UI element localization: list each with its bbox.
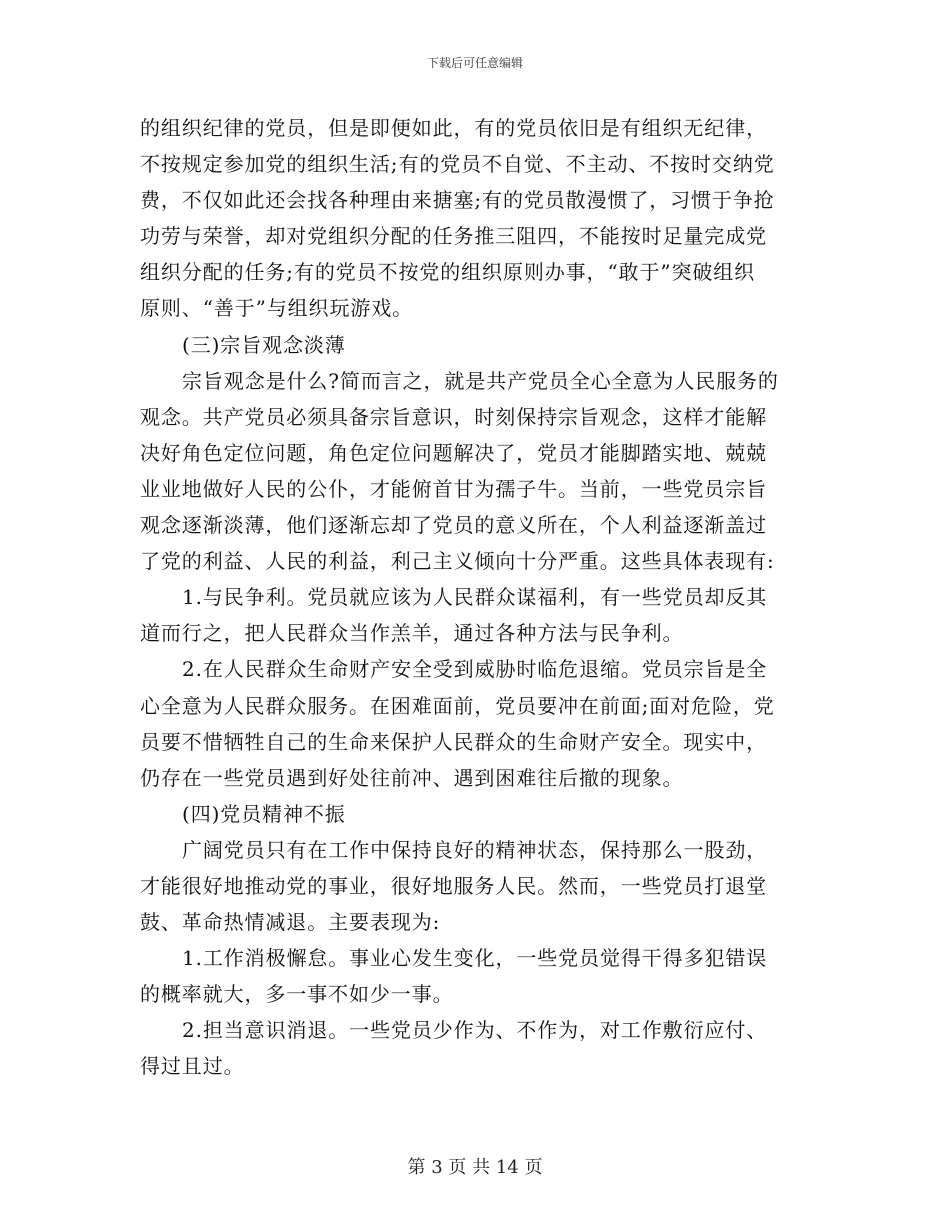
text-line: 业业地做好人民的公仆，才能俯首甘为孺子牛。当前，一些党员宗旨 — [140, 476, 767, 501]
document-body — [140, 110, 810, 1085]
text-line: (四)党员精神不振 — [182, 801, 346, 826]
text-line: 的组织纪律的党员，但是即便如此，有的党员依旧是有组织无纪律， — [140, 116, 767, 140]
text-line: 决好角色定位问题，角色定位问题解决了，党员才能脚踏实地、兢兢 — [140, 440, 767, 465]
text-line: 员要不惜牺牲自己的生命来保护人民群众的生命财产安全。现实中， — [140, 729, 767, 754]
text-line: 功劳与荣誉，却对党组织分配的任务推三阻四，不能按时足量完成党 — [140, 224, 767, 249]
text-line: 费，不仅如此还会找各种理由来搪塞;有的党员散漫惯了，习惯于争抢 — [140, 188, 775, 213]
page-footer: 第 3 页 共 14 页 — [407, 1157, 543, 1178]
page-header: 下载后可任意编辑 — [426, 56, 523, 70]
text-line: 原则、“善于”与组织玩游戏。 — [140, 296, 414, 321]
text-line: 广阔党员只有在工作中保持良好的精神状态，保持那么一股劲， — [182, 837, 768, 862]
text-line: 道而行之，把人民群众当作羔羊，通过各种方法与民争利。 — [140, 621, 684, 646]
text-line: 鼓、革命热情减退。主要表现为: — [140, 910, 441, 935]
text-line: 组织分配的任务;有的党员不按党的组织原则办事，“敢于”突破组织 — [140, 260, 756, 285]
text-line: 观念。共产党员必须具备宗旨意识，时刻保持宗旨观念，这样才能解 — [140, 404, 767, 429]
text-line: 心全意为人民群众服务。在困难面前，党员要冲在前面;面对危险，党 — [140, 693, 775, 718]
text-line: 宗旨观念是什么?简而言之，就是共产党员全心全意为人民服务的 — [182, 368, 779, 393]
text-line: 仍存在一些党员遇到好处往前冲、遇到困难往后撤的现象。 — [140, 765, 684, 790]
text-line: 2.在人民群众生命财产安全受到威胁时临危退缩。党员宗旨是全 — [182, 657, 768, 682]
text-line: 2.担当意识消退。一些党员少作为、不作为，对工作敷衍应付、 — [182, 1018, 768, 1043]
text-line: 1.工作消极懈怠。事业心发生变化，一些党员觉得干得多犯错误 — [182, 946, 768, 971]
text-line: 的概率就大，多一事不如少一事。 — [140, 982, 454, 1007]
text-line: (三)宗旨观念淡薄 — [182, 332, 346, 357]
text-line: 不按规定参加党的组织生活;有的党员不自觉、不主动、不按时交纳党 — [140, 152, 775, 177]
text-line: 了党的利益、人民的利益，利己主义倾向十分严重。这些具体表现有: — [140, 549, 775, 574]
text-line: 得过且过。 — [140, 1054, 245, 1079]
text-line: 才能很好地推动党的事业，很好地服务人民。然而，一些党员打退堂 — [140, 873, 767, 898]
text-line: 观念逐渐淡薄，他们逐渐忘却了党员的意义所在，个人利益逐渐盖过 — [140, 513, 767, 538]
text-line: 1.与民争利。党员就应该为人民群众谋福利，有一些党员却反其 — [182, 585, 768, 610]
